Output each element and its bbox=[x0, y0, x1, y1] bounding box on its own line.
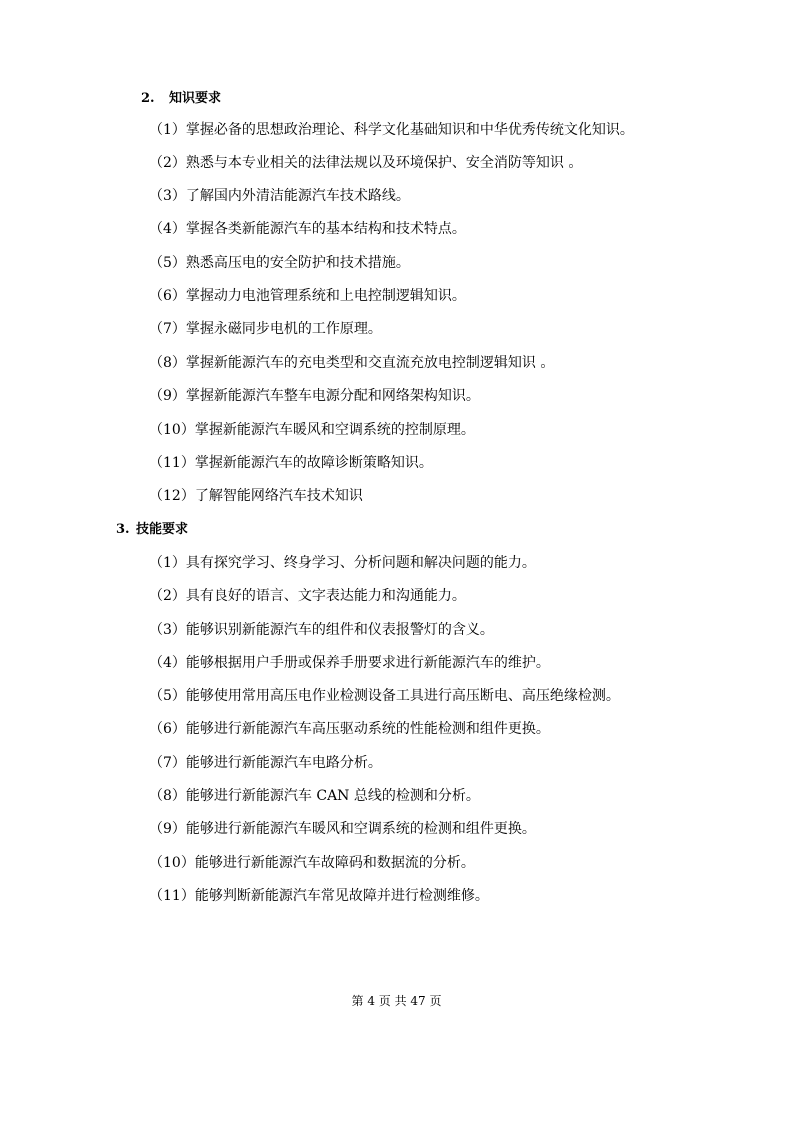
list-item: （3）了解国内外清洁能源汽车技术路线。 bbox=[149, 188, 410, 204]
section-2-title: 知识要求 bbox=[169, 91, 222, 106]
list-item: （3）能够识别新能源汽车的组件和仪表报警灯的含义。 bbox=[149, 622, 494, 638]
list-item: （5）熟悉高压电的安全防护和技术措施。 bbox=[149, 255, 410, 271]
list-item: （1）具有探究学习、终身学习、分析问题和解决问题的能力。 bbox=[149, 555, 536, 571]
list-item: （1）掌握必备的思想政治理论、科学文化基础知识和中华优秀传统文化知识。 bbox=[149, 122, 634, 138]
list-item: （8）能够进行新能源汽车 CAN 总线的检测和分析。 bbox=[149, 788, 480, 804]
section-2-number: 2. bbox=[141, 91, 155, 106]
list-item: （4）掌握各类新能源汽车的基本结构和技术特点。 bbox=[149, 221, 466, 237]
list-item: （5）能够使用常用高压电作业检测设备工具进行高压断电、高压绝缘检测。 bbox=[149, 688, 620, 704]
list-item: （8）掌握新能源汽车的充电类型和交直流充放电控制逻辑知识 。 bbox=[149, 355, 555, 371]
list-item: （12）了解智能网络汽车技术知识 bbox=[149, 488, 363, 504]
list-item: （6）能够进行新能源汽车高压驱动系统的性能检测和组件更换。 bbox=[149, 721, 550, 737]
list-item: （7）能够进行新能源汽车电路分析。 bbox=[149, 755, 382, 771]
section-2-heading bbox=[141, 92, 221, 105]
page-footer: 第 4 页 共 47 页 bbox=[351, 994, 442, 1008]
list-item: （2）熟悉与本专业相关的法律法规以及环境保护、安全消防等知识 。 bbox=[149, 155, 583, 171]
list-item: （6）掌握动力电池管理系统和上电控制逻辑知识。 bbox=[149, 288, 466, 304]
section-3-number: 3. bbox=[116, 522, 130, 537]
list-item: （10）能够进行新能源汽车故障码和数据流的分析。 bbox=[149, 855, 475, 871]
section-3-title: 技能要求 bbox=[136, 522, 189, 537]
list-item: （4）能够根据用户手册或保养手册要求进行新能源汽车的维护。 bbox=[149, 655, 550, 671]
list-item: （10）掌握新能源汽车暖风和空调系统的控制原理。 bbox=[149, 422, 475, 438]
list-item: （2）具有良好的语言、文字表达能力和沟通能力。 bbox=[149, 588, 466, 604]
list-item: （11）能够判断新能源汽车常见故障并进行检测维修。 bbox=[149, 888, 489, 904]
list-item: （9）掌握新能源汽车整车电源分配和网络架构知识。 bbox=[149, 388, 480, 404]
section-3-heading bbox=[116, 523, 188, 536]
list-item: （7）掌握永磁同步电机的工作原理。 bbox=[149, 321, 382, 337]
list-item: （9）能够进行新能源汽车暖风和空调系统的检测和组件更换。 bbox=[149, 821, 536, 837]
list-item: （11）掌握新能源汽车的故障诊断策略知识。 bbox=[149, 455, 433, 471]
